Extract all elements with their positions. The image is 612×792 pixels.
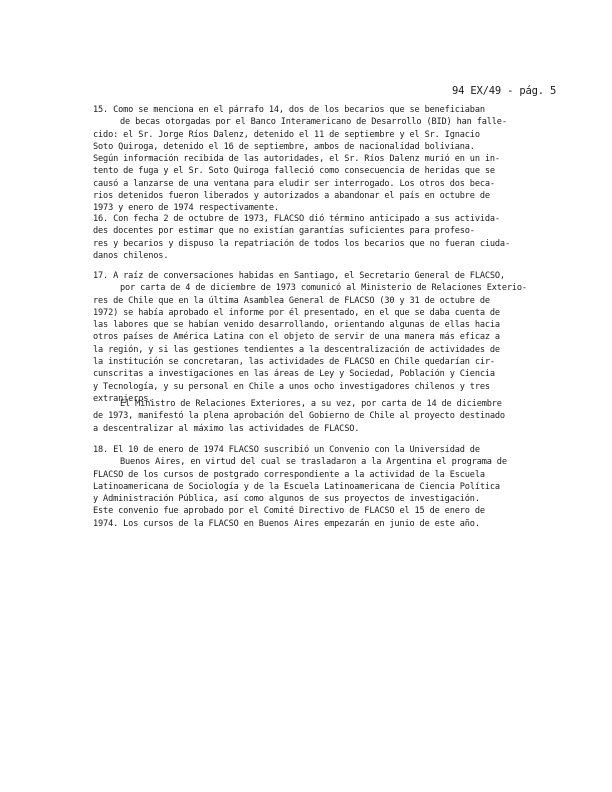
- text-line: 1972) se había aprobado el informe por él presentado, en el que se daba cuenta de: [93, 307, 500, 318]
- text-line: cunscritas a investigaciones en las áreas de Ley y Sociedad, Población y Ciencia: [93, 369, 495, 380]
- text-line: de 1973, manifestó la plena aprobación del Gobierno de Chile al proyecto destinado: [93, 411, 505, 422]
- text-line: la región, y si las gestiones tendientes a la descentralización de actividades de: [93, 344, 500, 355]
- text-line: El Ministro de Relaciones Exteriores, a su vez, por carta de 14 de diciembre: [120, 399, 502, 409]
- text-line: y Tecnología, y su personal en Chile a unos ocho investigadores chilenos y tres: [93, 381, 490, 392]
- text-line: Latinoamericana de Sociología y de la Escuela Latinoamericana de Ciencia Política: [93, 481, 500, 492]
- text-line: extranjeros.: [93, 393, 154, 404]
- text-line: las labores que se habían venido desarrollando, orientando algunas de ellas hacia: [93, 320, 500, 331]
- text-line: danos chilenos.: [93, 250, 169, 261]
- paragraph-15: [93, 104, 533, 215]
- text-line: la institución se concretaran, las actividades de FLACSO en Chile quedarían cir-: [93, 357, 495, 368]
- text-line: Este convenio fue aprobado por el Comité Directivo de FLACSO el 15 de enero de: [93, 506, 485, 517]
- paragraph-17-continued: [93, 398, 533, 435]
- text-line: 1974. Los cursos de la FLACSO en Buenos Aires empezarán en junio de este año.: [93, 518, 480, 529]
- text-line: res de Chile que en la última Asamblea General de FLACSO (30 y 31 de octubre de: [93, 295, 490, 306]
- text-line: cido: el Sr. Jorge Ríos Dalenz, detenido el 11 de septiembre y el Sr. Ignacio: [93, 129, 480, 140]
- text-line: 1973 y enero de 1974 respectivamente.: [93, 203, 279, 214]
- paragraph-18: [93, 444, 533, 530]
- text-line: 16. Con fecha 2 de octubre de 1973, FLACSO dió término anticipado a sus activida-: [93, 214, 500, 224]
- text-line: otros países de América Latina con el objeto de servir de una manera más eficaz a: [93, 332, 500, 343]
- text-line: tento de fuga y el Sr. Soto Quiroga falleció como consecuencia de heridas que se: [93, 166, 495, 177]
- text-line: rios detenidos fueron liberados y autorizados a abandonar el país en octubre de: [93, 191, 490, 202]
- text-line: Según información recibida de las autoridades, el Sr. Ríos Dalenz murió en un in-: [93, 154, 500, 165]
- text-line: a descentralizar al máximo las actividades de FLACSO.: [93, 423, 360, 434]
- text-line: causó a lanzarse de una ventana para eludir ser interrogado. Los otros dos beca-: [93, 178, 495, 189]
- paragraph-17: [93, 270, 533, 405]
- paragraph-16: [93, 213, 533, 262]
- text-line: res y becarios y dispuso la repatriación de todos los becarios que no fueran ciuda-: [93, 238, 510, 249]
- text-line: Soto Quiroga, detenido el 16 de septiembre, ambos de nacionalidad boliviana.: [93, 141, 475, 152]
- text-line: Buenos Aires, en virtud del cual se trasladaron a la Argentina el programa de: [120, 457, 507, 468]
- page-reference: 94 EX/49 - pág. 5: [452, 85, 557, 97]
- text-line: y Administración Pública, así como algunos de sus proyectos de investigación.: [93, 494, 480, 505]
- text-line: de becas otorgadas por el Banco Interamericano de Desarrollo (BID) han falle-: [120, 117, 507, 128]
- text-line: 18. El 10 de enero de 1974 FLACSO suscribió un Convenio con la Universidad de: [93, 445, 480, 455]
- text-line: des docentes por estimar que no existían garantías suficientes para profeso-: [93, 226, 475, 237]
- text-line: 17. A raíz de conversaciones habidas en Santiago, el Secretario General de FLACSO,: [93, 271, 505, 281]
- text-line: FLACSO de los cursos de postgrado correspondiente a la actividad de la Escuela: [93, 469, 485, 480]
- text-line: 15. Como se menciona en el párrafo 14, dos de los becarios que se beneficiaban: [93, 105, 485, 115]
- text-line: por carta de 4 de diciembre de 1973 comunicó al Ministerio de Relaciones Exterio-: [120, 283, 527, 294]
